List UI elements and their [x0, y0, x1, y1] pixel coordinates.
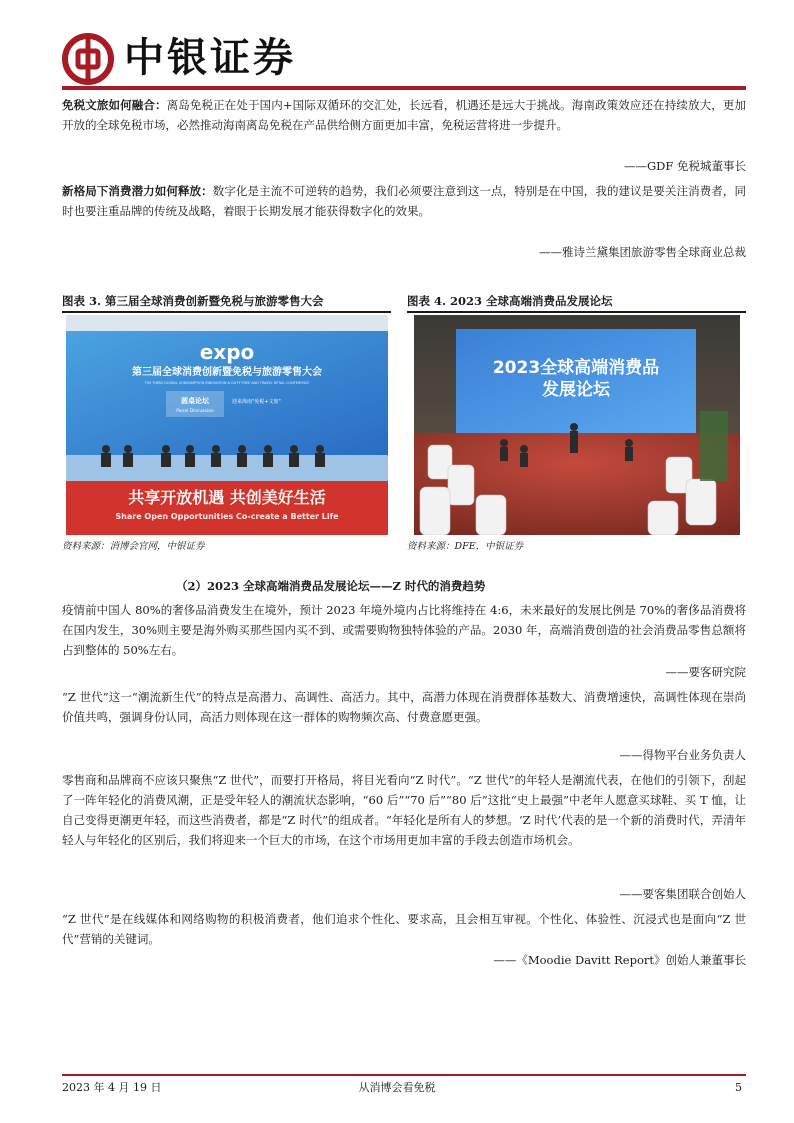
footer-rule: [62, 1074, 746, 1076]
figure-4-photo: [414, 315, 740, 535]
company-name: 中银证券: [124, 34, 296, 81]
quote-z-era: 零售商和品牌商不应该只聚焦“Z 世代”，而要打开格局，将目光看向“Z 时代”。“Z 世代”的年轻人是潮流代表，在他们的引领下，刮起了一阵年轻化的消费风潮，正是受年轻人的潮流状态影响，“60 后”“70 后”“80 后”这批“史上最强”中老年人愿意买球鞋、买 T 恤，让自己变得更潮更年轻，而这些消费者，都是“Z 时代”的组成者。“年轻化是所有人的梦想。‘Z 时代’代表的是一个新的消费时代，弄清年轻人与年轻化的区别后，我们将迎来一个巨大的市场，在这个市场用更加丰富的手段去创造市场机会。: [62, 773, 746, 847]
footer-date: 2023 年 4 月 19 日: [62, 1081, 162, 1094]
quote-text: 数字化是主流不可逆转的趋势，我们必须要注意到这一点，特别是在中国，我的建议是要关注消费者，同时也要注重品牌的传统及战略，着眼于长期发展才能获得数字化的效果。: [62, 184, 746, 218]
quote-attribution: ——雅诗兰黛集团旅游零售全球商业总裁: [539, 245, 746, 259]
banner-topic: 迎来海南"免税+文旅": [232, 399, 281, 405]
banner-panel-en: Panel Discussion: [176, 409, 214, 414]
expo-logo-text: expo: [199, 340, 255, 364]
stage-slogan-en: Share Open Opportunities Co-create a Better Life: [115, 512, 339, 521]
figure-3-rule: [62, 311, 391, 313]
screen-title-line1: 2023全球高端消费品: [492, 358, 660, 378]
banner-subtitle: THE THIRD GLOBAL CONSUMPTION INNOVATION & DUTY FREE AND TRAVEL RETAIL CONFERENCE: [144, 381, 310, 385]
section-title: （2）2023 全球高端消费品发展论坛——Z 时代的消费趋势: [176, 579, 486, 593]
figure-4-rule: [407, 311, 746, 313]
quote-consumption-potential: [62, 181, 746, 221]
banner-title: 第三届全球消费创新暨免税与旅游零售大会: [132, 367, 322, 378]
bank-of-china-logo-icon: [62, 33, 114, 85]
quote-lead: 新格局下消费潜力如何释放：: [62, 184, 213, 198]
page-number: 5: [735, 1081, 742, 1094]
quote-attribution: ——要客研究院: [665, 665, 746, 679]
screen-title-line2: 发展论坛: [542, 380, 610, 400]
figure-4-source: 资料来源：DFE，中银证券: [407, 541, 524, 552]
quote-gen-z-traits: “Z 世代”这一“潮流新生代”的特点是高潜力、高调性、高活力。其中，高潜力体现在消费群体基数大、消费增速快，高调性体现在崇尚价值共鸣，强调身份认同，高活力则体现在这一群体的购物频次高、付费意愿更强。: [62, 690, 746, 724]
quote-gen-z-marketing: “Z 世代”是在线媒体和网络购物的积极消费者，他们追求个性化、要求高，且会相互审视。个性化、体验性、沉浸式也是面向“Z 世代”营销的关键词。: [62, 912, 746, 946]
footer-doc-title: 从消博会看免税: [358, 1081, 436, 1094]
quote-attribution: ——得物平台业务负责人: [619, 748, 746, 762]
stage-slogan: 共享开放机遇 共创美好生活: [128, 488, 326, 507]
figure-3-photo: [66, 315, 388, 535]
quote-attribution: ——《Moodie Davitt Report》创始人兼董事长: [493, 953, 746, 967]
quote-text: 离岛免税正在处于国内+国际双循环的交汇处，长远看，机遇还是远大于挑战。海南政策效应还在持续放大，更加开放的全球免税市场，必然推动海南离岛免税在产品供给侧方面更加丰富，免税运营将进一步提升。: [62, 98, 747, 132]
quote-attribution: ——要客集团联合创始人: [619, 887, 746, 901]
figure-3-title: 图表 3. 第三届全球消费创新暨免税与旅游零售大会: [62, 294, 324, 308]
banner-panel: 圆桌论坛: [181, 397, 209, 405]
header-rule: [62, 86, 746, 90]
quote-attribution: ——GDF 免税城董事长: [623, 159, 746, 173]
quote-luxury-consumption: 疫情前中国人 80%的奢侈品消费发生在境外，预计 2023 年境外境内占比将维持在 4:6，未来最好的发展比例是 70%的奢侈品消费将在国内发生，30%则主要是海外购买那些国内买不到、或需要购物独特体验的产品。2030 年，高端消费创造的社会消费品零售总额将占到整体的 50%左右。: [62, 603, 746, 657]
quote-lead: 免税文旅如何融合：: [62, 98, 167, 112]
figure-4-title: 图表 4. 2023 全球高端消费品发展论坛: [407, 294, 613, 308]
figure-3-source: 资料来源：消博会官网，中银证券: [62, 541, 205, 552]
quote-duty-free-tourism: [62, 95, 746, 135]
